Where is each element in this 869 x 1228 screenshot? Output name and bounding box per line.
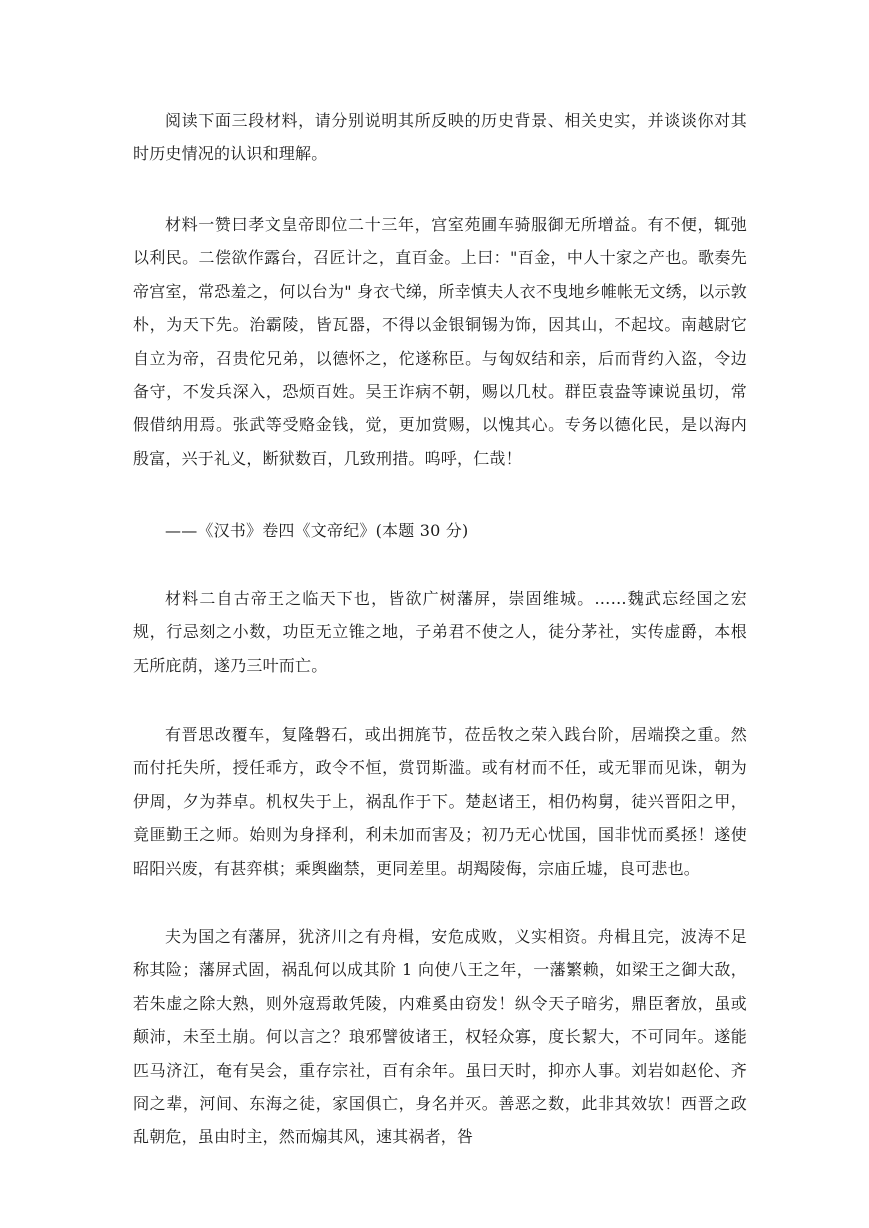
question-intro: 阅读下面三段材料，请分别说明其所反映的历史背景、相关史实，并谈谈你对其时历史情况的认识和理解。 — [133, 111, 747, 164]
material-two-paragraph-1: 材料二自古帝王之临天下也，皆欲广树藩屏，崇固维城。……魏武忘经国之宏规，行忌刻之小数，功臣无立锥之地，子弟君不使之人，徒分茅社，实传虚爵，本根无所庇荫，遂乃三叶而亡。 — [133, 589, 747, 675]
material-one-source: ——《汉书》卷四《文帝纪》(本题 30 分) — [165, 521, 469, 540]
material-one: 材料一赞曰孝文皇帝即位二十三年，宫室苑圃车骑服御无所增益。有不便，辄弛以利民。二偿欲作露台，召匠计之，直百金。上曰："百金，中人十家之产也。歌奏先帝宫室，常恐羞之，何以台为" 身衣弋绨，所幸慎夫人衣不曳地乡帷帐无文绣，以示敦朴，为天下先。治霸陵，皆瓦器，不得以金银铜锡为饰，因其山，不起坟。南越尉它自立为帝，召贵佗兄弟，以德怀之，佗遂称臣。与匈奴结和亲，后而背约入盗，令边备守，不发兵深入，恐烦百姓。吴王诈病不朝，赐以几杖。群臣袁盎等谏说虽切，常假借纳用焉。张武等受赂金钱，觉，更加赏赐，以愧其心。专务以德化民，是以海内殷富，兴于礼义，断狱数百，几致刑措。呜呼，仁哉！ — [133, 215, 747, 468]
material-two-paragraph-3: 夫为国之有藩屏，犹济川之有舟楫，安危成败，义实相资。舟楫且完，波涛不足称其险；藩屏式固，祸乱何以成其阶 1 向使八王之年，一藩繁赖，如梁王之御大敌，若朱虚之除大熟，则外寇焉敢凭陵，内难奚由窃发！纵令天子暗劣，鼎臣奢放，虽或颠沛，未至土崩。何以言之？琅邪譬彼诸王，权轻众寡，度长絜大，不可同年。遂能匹马济江，奄有吴会，重存宗社，百有余年。虽曰天时，抑亦人事。刘岩如赵伦、齐冏之辈，河间、东海之徒，家国俱亡，身名并灭。善恶之数，此非其效欤！西晋之政乱朝危，虽由时主，然而煽其风，速其祸者，咎 — [133, 927, 747, 1147]
material-two-paragraph-2: 有晋思改覆车，复隆磐石，或出拥旄节，莅岳牧之荣入践台阶，居端揆之重。然而付托失所，授任乖方，政令不恒，赏罚斯滥。或有材而不任，或无罪而见诛，朝为伊周，夕为莽卓。机权失于上，祸乱作于下。楚赵诸王，相仍构舅，徒兴晋阳之甲，竟匪勤王之师。始则为身择利，利未加而害及；初乃无心忧国，国非忧而奚拯！遂使昭阳兴废，有甚弈棋；乘舆幽禁，更同差里。胡羯陵侮，宗庙丘墟，良可悲也。 — [133, 725, 747, 878]
